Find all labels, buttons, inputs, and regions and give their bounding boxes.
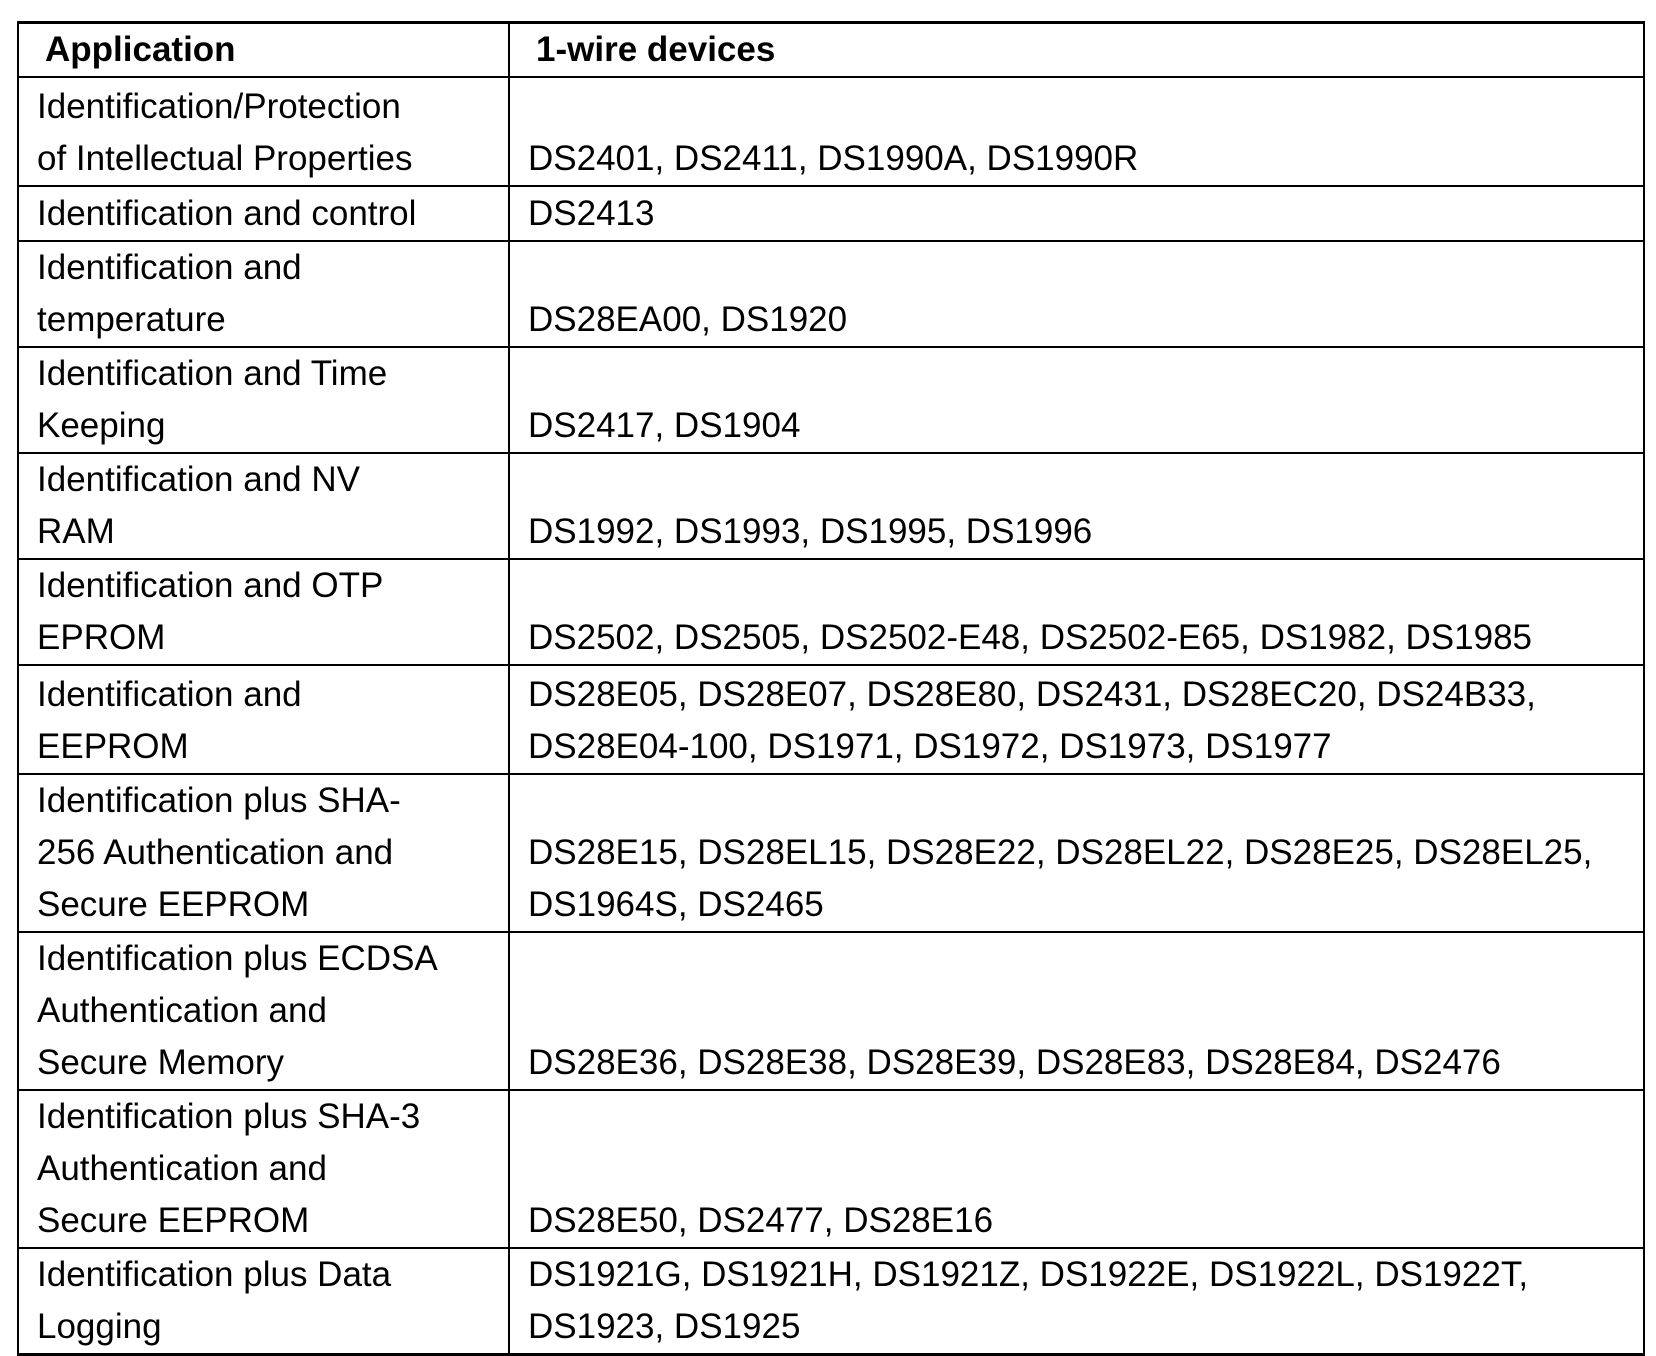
application-text-line: Secure EEPROM [37, 885, 310, 924]
application-cell [18, 453, 509, 559]
devices-text-line: DS28E50, DS2477, DS28E16 [528, 1201, 994, 1240]
application-text-line: Identification and OTP [37, 566, 384, 605]
devices-table [17, 21, 1645, 1356]
table-row [18, 453, 1644, 559]
devices-text-line: DS1964S, DS2465 [528, 885, 824, 924]
devices-text-line: DS1992, DS1993, DS1995, DS1996 [528, 512, 1093, 551]
application-text-line: Identification/Protection [37, 87, 401, 126]
header-application: Application [18, 23, 509, 78]
table-row [18, 347, 1644, 453]
devices-text-line: DS28EA00, DS1920 [528, 300, 848, 339]
devices-text-line: DS1921G, DS1921H, DS1921Z, DS1922E, DS1922L, DS1922T, [528, 1255, 1529, 1294]
application-cell [18, 665, 509, 774]
application-cell [18, 241, 509, 347]
application-cell [18, 1090, 509, 1248]
devices-cell [509, 1248, 1644, 1355]
application-text-line: Identification and NV [37, 460, 360, 499]
application-cell [18, 77, 509, 186]
application-text-line: Authentication and [37, 991, 327, 1030]
application-text-line: Authentication and [37, 1149, 327, 1188]
application-cell [18, 186, 509, 241]
application-cell [18, 932, 509, 1090]
devices-text-line: DS2401, DS2411, DS1990A, DS1990R [528, 139, 1139, 178]
devices-text-line: DS2417, DS1904 [528, 406, 801, 445]
application-text-line: Identification plus SHA- [37, 781, 401, 820]
application-text-line: Identification and [37, 675, 302, 714]
application-text-line: RAM [37, 512, 115, 551]
devices-cell [509, 347, 1644, 453]
devices-cell [509, 932, 1644, 1090]
table-row [18, 241, 1644, 347]
application-text-line: Identification plus ECDSA [37, 939, 438, 978]
devices-text-line: DS2502, DS2505, DS2502-E48, DS2502-E65, DS1982, DS1985 [528, 618, 1532, 657]
application-text-line: 256 Authentication and [37, 833, 394, 872]
devices-text-line: DS28E04-100, DS1971, DS1972, DS1973, DS1977 [528, 727, 1332, 766]
application-text-line: Identification plus SHA-3 [37, 1097, 421, 1136]
application-text-line: of Intellectual Properties [37, 139, 413, 178]
application-cell [18, 559, 509, 665]
devices-cell [509, 1090, 1644, 1248]
devices-text-line: DS2413 [528, 194, 655, 233]
devices-text-line: DS1923, DS1925 [528, 1307, 801, 1346]
application-text-line: Secure EEPROM [37, 1201, 310, 1240]
devices-text-line: DS28E36, DS28E38, DS28E39, DS28E83, DS28E84, DS2476 [528, 1043, 1501, 1082]
devices-cell [509, 241, 1644, 347]
header-devices: 1-wire devices [509, 23, 1644, 78]
table-row [18, 186, 1644, 241]
table-row [18, 932, 1644, 1090]
table-row [18, 77, 1644, 186]
table-row [18, 665, 1644, 774]
table-row [18, 1090, 1644, 1248]
devices-text-line: DS28E15, DS28EL15, DS28E22, DS28EL22, DS28E25, DS28EL25, [528, 833, 1593, 872]
application-text-line: Identification and [37, 248, 302, 287]
application-cell [18, 1248, 509, 1355]
devices-cell [509, 77, 1644, 186]
devices-cell [509, 186, 1644, 241]
header-row [18, 23, 1644, 78]
table-row [18, 1248, 1644, 1355]
application-text-line: temperature [37, 300, 226, 339]
application-text-line: Identification and control [37, 194, 417, 233]
devices-cell [509, 774, 1644, 932]
devices-cell [509, 453, 1644, 559]
application-text-line: Logging [37, 1307, 162, 1346]
application-text-line: EEPROM [37, 727, 189, 766]
devices-cell [509, 665, 1644, 774]
application-cell [18, 347, 509, 453]
devices-text-line: DS28E05, DS28E07, DS28E80, DS2431, DS28EC20, DS24B33, [528, 675, 1536, 714]
table-row [18, 774, 1644, 932]
devices-cell [509, 559, 1644, 665]
application-cell [18, 774, 509, 932]
application-text-line: Secure Memory [37, 1043, 285, 1082]
table-row [18, 559, 1644, 665]
application-text-line: Identification and Time [37, 354, 388, 393]
application-text-line: Keeping [37, 406, 166, 445]
application-text-line: EPROM [37, 618, 166, 657]
application-text-line: Identification plus Data [37, 1255, 392, 1294]
